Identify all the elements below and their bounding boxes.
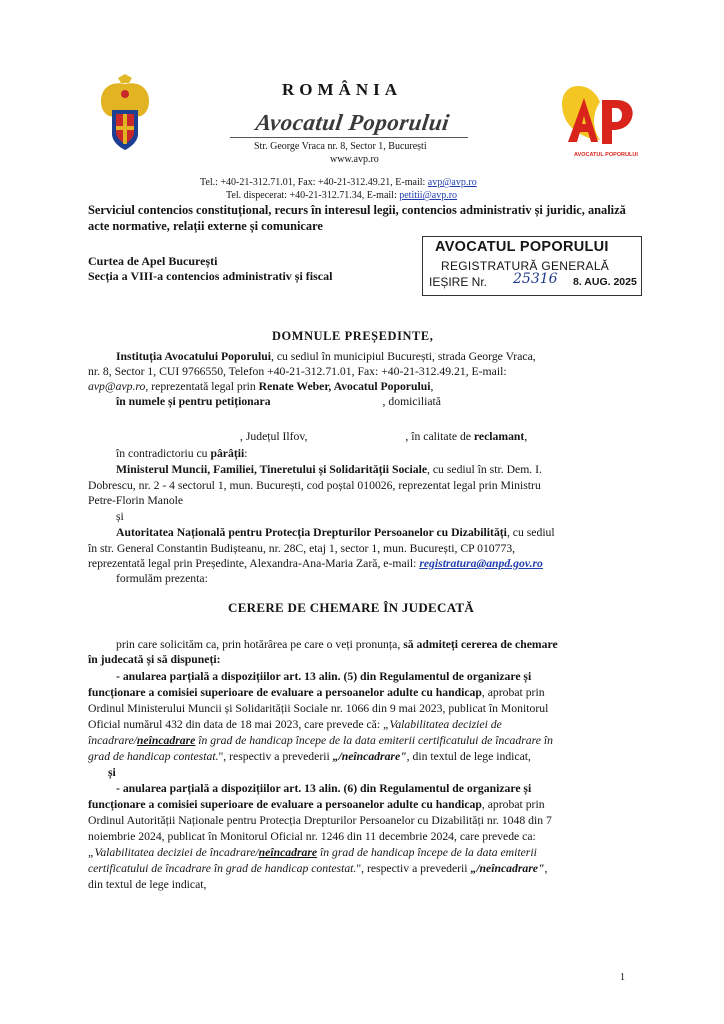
court-section: Secția a VIII-a contencios administrativ și fiscal (88, 269, 333, 283)
romania-coat-of-arms-icon (96, 74, 154, 160)
item-1-line-5: încadrare/neîncadrare în grad de handicap începe de la data emiterii certificatului de încadrare în (88, 734, 553, 747)
defendant-2-line-1: Autoritatea Națională pentru Protecția Drepturilor Persoanelor cu Dizabilități, cu sediul (116, 526, 555, 539)
defendant-2-line-2: în str. General Constantin Budișteanu, nr. 28C, etaj 1, sector 1, mun. București, CP 010773, (88, 542, 516, 555)
defendant-1-line-1: Ministerul Muncii, Familiei, Tineretului și Solidarității Sociale, cu sediul în str. Dem. I. (116, 463, 542, 476)
conjunction-2: și (108, 766, 116, 779)
institution-address: Str. George Vraca nr. 8, Sector 1, București (254, 141, 427, 152)
header-divider (230, 137, 468, 138)
item-1-line-3: Ordinul Ministerului Muncii și Solidarității Sociale nr. 1066 din 9 mai 2023, publicat în Monitorul (88, 702, 549, 715)
intro-line-4: în numele și pentru petiționara , domiciliată (116, 395, 441, 408)
item-2-line-7: din textul de lege indicat, (88, 878, 207, 891)
intro-line-6: în contradictoriu cu pârâții: (116, 447, 248, 460)
defendant-2-line-3: reprezentată legal prin Președinte, Alexandra-Ana-Maria Zară, e-mail: registratura@anpd.gov.ro (88, 557, 543, 570)
intro-line-1: Instituția Avocatului Poporului, cu sediul în municipiul București, strada George Vraca, (116, 350, 536, 363)
item-2-line-6: certificatului de încadrare în grad de handicap contestat.", respectiv a prevederii „/neîncadrare", (88, 862, 548, 875)
item-1-line-6: grad de handicap contestat.", respectiv a prevederii „/neîncadrare", din textul de lege indicat, (88, 750, 531, 763)
stamp-exit-label: IEȘIRE Nr. (429, 275, 488, 289)
avocatul-poporului-logo (558, 80, 642, 164)
email-link[interactable]: avp@avp.ro (427, 177, 477, 188)
contact-line-2: Tel. dispecerat: +40-21-312.71.34, E-mail: petitii@avp.ro (226, 190, 458, 201)
document-title: CERERE DE CHEMARE ÎN JUDECATĂ (228, 600, 475, 615)
item-1-line-2: funcționare a comisiei superioare de evaluare a persoanelor adulte cu handicap, aprobat prin (88, 686, 545, 699)
defendant-1-line-2: Dobrescu, nr. 2 - 4 sectorul 1, mun. București, cod poștal 010026, reprezentat legal prin Ministru (88, 479, 541, 492)
request-line-1: prin care solicităm ca, prin hotărârea pe care o veți pronunța, să admiteți cererea de chemare (116, 638, 558, 651)
formulam-line: formulăm prezenta: (116, 572, 208, 585)
anpd-email-link[interactable]: registratura@anpd.gov.ro (419, 557, 543, 570)
stamp-title: AVOCATUL POPORULUI (435, 239, 609, 255)
logo-text: AVOCATUL POPORULUI (574, 152, 638, 158)
item-2-line-4: noiembrie 2024, publicat în Monitorul Oficial nr. 1246 din 11 decembrie 2024, care prevede ca: (88, 830, 536, 843)
item-1-line-1: - anularea parțială a dispozițiilor art. 13 alin. (5) din Regulamentul de organizare și (116, 670, 532, 683)
item-2-line-2: funcționare a comisiei superioare de evaluare a persoanelor adulte cu handicap, aprobat prin (88, 798, 545, 811)
court-addressee (88, 254, 332, 284)
institution-website[interactable]: www.avp.ro (330, 154, 379, 165)
department-name: Serviciul contencios constituțional, recurs în interesul legii, contencios administrativ și juridic, analiză acte normative, relații externe și comunicare (88, 203, 626, 233)
stamp-number: 25316 (513, 271, 558, 287)
conjunction-1: și (116, 510, 124, 523)
request-line-2: în judecată și să dispuneți: (88, 653, 221, 666)
item-1-line-4: Oficial numărul 432 din data de 18 mai 2023, care prevede că: „Valabilitatea deciziei de (88, 718, 502, 731)
intro-line-5: , Județul Ilfov, , în calitate de reclamant, (240, 430, 528, 443)
contact-line-1: Tel.: +40-21-312.71.01, Fax: +40-21-312.49.21, E-mail: avp@avp.ro (200, 177, 477, 188)
petitions-email-link[interactable]: petitii@avp.ro (399, 190, 458, 201)
stamp-date: 8. AUG. 2025 (573, 276, 637, 288)
item-2-line-1: - anularea parțială a dispozițiilor art. 13 alin. (6) din Regulamentul de organizare și (116, 782, 532, 795)
defendant-1-line-3: Petre-Florin Manole (88, 494, 184, 507)
intro-line-2: nr. 8, Sector 1, CUI 9766550, Telefon +40-21-312.71.01, Fax: +40-21-312.49.21, E-mail: (88, 365, 507, 378)
page-number: 1 (620, 972, 625, 983)
registry-stamp (422, 236, 642, 296)
item-2-line-3: Ordinul Autorității Naționale pentru Protecția Drepturilor Persoanelor cu Dizabilități nr. 1048 din 7 (88, 814, 552, 827)
institution-name: Avocatul Poporului (254, 110, 452, 135)
intro-line-3: avp@avp.ro, reprezentată legal prin Renate Weber, Avocatul Poporului, (88, 380, 434, 393)
item-2-line-5: „Valabilitatea deciziei de încadrare/neîncadrare în grad de handicap începe de la data emiterii (88, 846, 537, 859)
country-name: ROMÂNIA (282, 80, 402, 99)
stamp-registry: REGISTRATURĂ GENERALĂ (441, 259, 610, 273)
court-name: Curtea de Apel București (88, 254, 218, 268)
salutation: DOMNULE PREȘEDINTE, (272, 329, 434, 343)
